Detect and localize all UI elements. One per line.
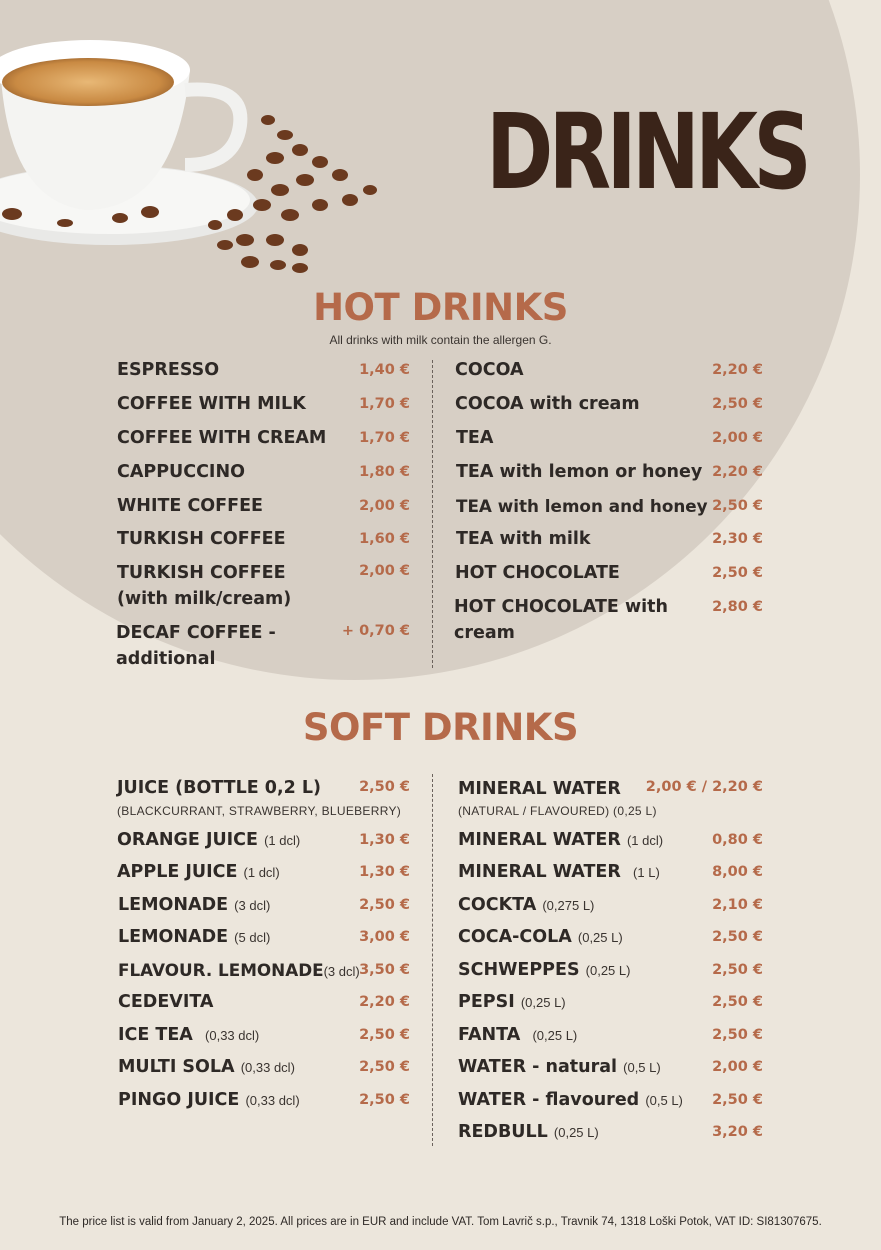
menu-item-name: TURKISH COFFEE — [117, 529, 286, 549]
menu-item-price: 1,30 € — [359, 832, 410, 848]
menu-item-price: 3,50 € — [359, 962, 410, 978]
menu-item-name: DECAF COFFEE - additional — [116, 623, 276, 669]
menu-item-name: TEA — [456, 428, 494, 448]
menu-item-description: (BLACKCURRANT, STRAWBERRY, BLUEBERRY) — [117, 804, 402, 818]
menu-item-price: 2,50 € — [359, 1027, 410, 1043]
menu-item-price: 2,50 € — [712, 929, 763, 945]
menu-item-price: 2,50 € — [359, 897, 410, 913]
menu-item-name: REDBULL (0,25 L) — [458, 1122, 599, 1142]
menu-item-name: ESPRESSO — [117, 360, 220, 380]
menu-item-price: 3,20 € — [712, 1124, 763, 1140]
menu-item-name: LEMONADE (3 dcl) — [118, 895, 271, 915]
menu-item-price: 2,80 € — [712, 599, 763, 615]
menu-item-price: 2,50 € — [712, 1027, 763, 1043]
menu-item-name: TURKISH COFFEE (with milk/cream) — [117, 563, 292, 609]
menu-item-price: 2,10 € — [712, 897, 763, 913]
menu-item-name: CAPPUCCINO — [117, 462, 245, 482]
soft-drinks-heading: SOFT DRINKS — [302, 706, 579, 749]
menu-item-price: 2,50 € — [712, 396, 763, 412]
menu-item-price: 3,00 € — [359, 929, 410, 945]
page-title: DRINKS — [486, 91, 808, 213]
menu-item-price: 2,50 € — [359, 1059, 410, 1075]
menu-item-name: WATER - flavoured (0,5 L) — [458, 1090, 683, 1110]
menu-item-price: 2,30 € — [712, 531, 763, 547]
menu-item-name: COCOA with cream — [455, 394, 640, 414]
menu-item-name: COCKTA (0,275 L) — [458, 895, 595, 915]
menu-item-price: 2,50 € — [359, 779, 410, 795]
menu-item-name: MINERAL WATER (1 dcl) — [458, 830, 664, 850]
menu-item-name: MULTI SOLA (0,33 dcl) — [118, 1057, 295, 1077]
menu-item-name: ICE TEA (0,33 dcl) — [118, 1025, 260, 1045]
menu-item-name: HOT CHOCOLATE with cream — [454, 597, 668, 643]
menu-item-name: PEPSI (0,25 L) — [458, 992, 566, 1012]
menu-item-name: TEA with milk — [456, 529, 591, 549]
menu-item-name: TEA with lemon or honey — [456, 462, 703, 482]
menu-item-name: JUICE (BOTTLE 0,2 L) — [117, 778, 322, 798]
menu-item-name: WHITE COFFEE — [117, 496, 263, 516]
menu-item-price: 1,40 € — [359, 362, 410, 378]
menu-item-name: HOT CHOCOLATE — [455, 563, 620, 583]
menu-item-price: 2,50 € — [712, 498, 763, 514]
menu-item-name: FANTA (0,25 L) — [458, 1025, 578, 1045]
menu-item-name: APPLE JUICE (1 dcl) — [117, 862, 280, 882]
menu-item-name: WATER - natural (0,5 L) — [458, 1057, 661, 1077]
menu-item-price: 2,50 € — [712, 565, 763, 581]
menu-item-description: (NATURAL / FLAVOURED) (0,25 L) — [458, 804, 657, 818]
menu-item-price: 1,70 € — [359, 396, 410, 412]
menu-item-price: 1,30 € — [359, 864, 410, 880]
menu-item-price: 1,70 € — [359, 430, 410, 446]
menu-item-price: 2,50 € — [712, 994, 763, 1010]
menu-item-name: PINGO JUICE (0,33 dcl) — [118, 1090, 300, 1110]
menu-item-price: 2,00 € — [359, 563, 410, 579]
menu-item-name: CEDEVITA — [118, 992, 214, 1012]
menu-item-price: 1,60 € — [359, 531, 410, 547]
hot-drinks-heading: HOT DRINKS — [313, 286, 568, 329]
menu-item-price: 2,00 € / 2,20 € — [645, 779, 763, 795]
menu-item-price: 2,20 € — [712, 362, 763, 378]
menu-item-price: 2,00 € — [359, 498, 410, 514]
allergen-note: All drinks with milk contain the allergen G. — [329, 333, 552, 347]
coffee-cup-illustration — [0, 0, 390, 290]
menu-item-price: 2,00 € — [712, 430, 763, 446]
menu-item-name: SCHWEPPES (0,25 L) — [458, 960, 631, 980]
menu-item-name: MINERAL WATER — [458, 779, 621, 799]
menu-item-price: + 0,70 € — [341, 623, 410, 639]
menu-item-price: 1,80 € — [359, 464, 410, 480]
footer-note: The price list is valid from January 2, 2025. All prices are in EUR and include VAT. Tom Lavrič s.p., Travnik 74, 1318 Loški Potok, VAT ID: SI81307675. — [59, 1216, 822, 1228]
menu-item-name: FLAVOUR. LEMONADE(3 dcl) — [118, 960, 360, 980]
menu-item-name: COCA-COLA (0,25 L) — [458, 927, 623, 947]
hot-divider — [432, 360, 433, 668]
soft-divider — [432, 774, 433, 1146]
menu-item-price: 2,50 € — [712, 962, 763, 978]
menu-item-name: COFFEE WITH MILK — [117, 394, 306, 414]
menu-item-name: COFFEE WITH CREAM — [117, 428, 327, 448]
menu-item-name: ORANGE JUICE (1 dcl) — [117, 830, 301, 850]
menu-item-price: 0,80 € — [712, 832, 763, 848]
menu-item-name: COCOA — [455, 360, 524, 380]
menu-item-name: TEA with lemon and honey — [456, 496, 708, 516]
menu-item-price: 8,00 € — [712, 864, 763, 880]
menu-item-price: 2,50 € — [712, 1092, 763, 1108]
menu-item-price: 2,20 € — [712, 464, 763, 480]
menu-item-name: LEMONADE (5 dcl) — [118, 927, 271, 947]
menu-item-name: MINERAL WATER (1 L) — [458, 862, 660, 882]
menu-item-price: 2,50 € — [359, 1092, 410, 1108]
menu-item-price: 2,00 € — [712, 1059, 763, 1075]
menu-item-price: 2,20 € — [359, 994, 410, 1010]
